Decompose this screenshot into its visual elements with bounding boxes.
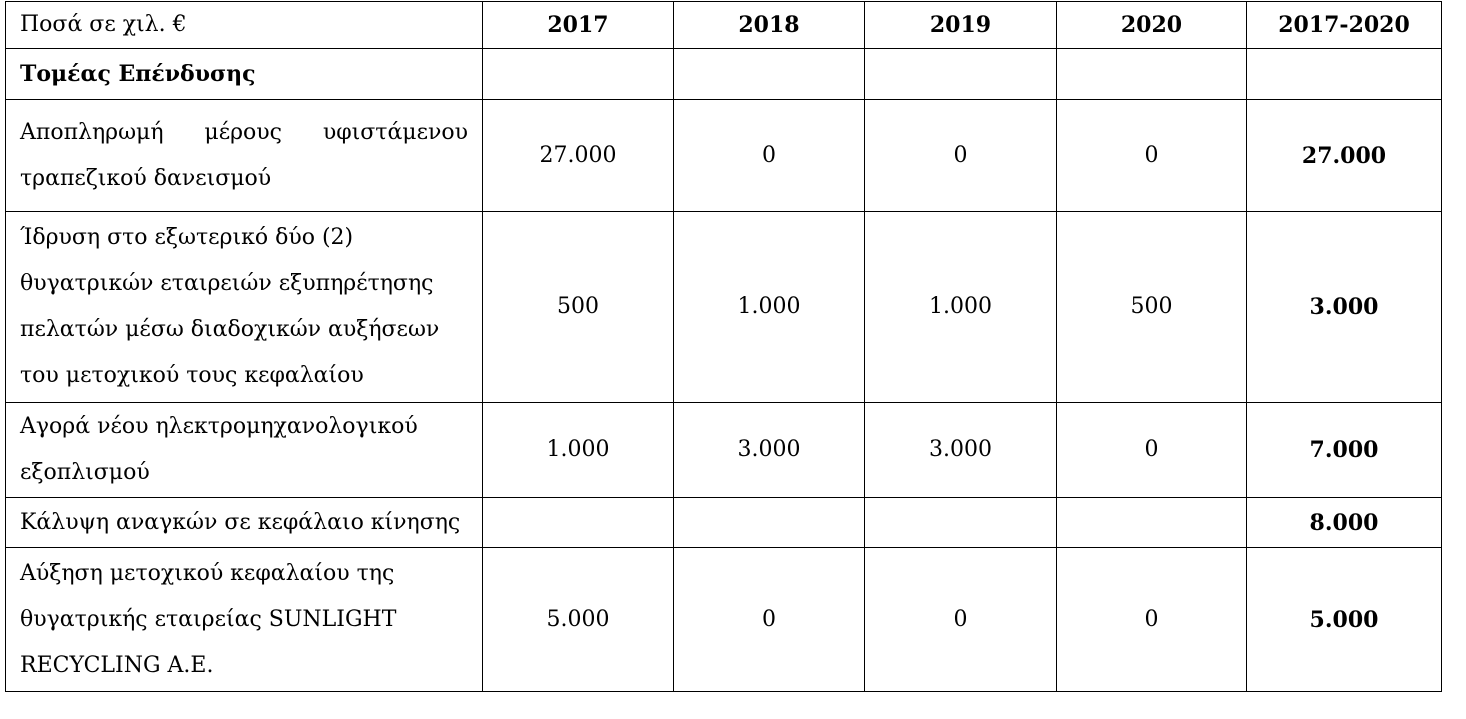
row-value-2020: 0	[1057, 403, 1247, 498]
table-row	[6, 100, 1442, 212]
row-value-2017	[483, 498, 674, 548]
row-value-2018: 1.000	[674, 212, 865, 403]
table-row	[6, 212, 1442, 403]
table-row	[6, 403, 1442, 498]
row-label: Αποπληρωμή μέρους υφιστάμενου τραπεζικού δανεισμού	[6, 100, 483, 212]
sector-row	[6, 49, 1442, 100]
row-value-2018: 0	[674, 548, 865, 692]
header-year-2018: 2018	[674, 2, 865, 49]
empty-cell	[865, 49, 1057, 100]
empty-cell	[1247, 49, 1442, 100]
empty-cell	[483, 49, 674, 100]
row-label: Ίδρυση στο εξωτερικό δύο (2) θυγατρικών εταιρειών εξυπηρέτησης πελατών μέσω διαδοχικών αυξήσεων του μετοχικού τους κεφαλαίου	[6, 212, 483, 403]
empty-cell	[674, 49, 865, 100]
row-value-2018	[674, 498, 865, 548]
empty-cell	[1057, 49, 1247, 100]
row-value-2019: 1.000	[865, 212, 1057, 403]
row-value-2019: 0	[865, 100, 1057, 212]
row-total: 8.000	[1247, 498, 1442, 548]
investment-table	[5, 1, 1442, 692]
row-value-2017: 5.000	[483, 548, 674, 692]
row-value-2018: 3.000	[674, 403, 865, 498]
table-row	[6, 548, 1442, 692]
row-value-2018: 0	[674, 100, 865, 212]
row-value-2020: 0	[1057, 100, 1247, 212]
sector-label: Τομέας Επένδυσης	[6, 49, 483, 100]
row-value-2017: 1.000	[483, 403, 674, 498]
header-year-2020: 2020	[1057, 2, 1247, 49]
table-row	[6, 498, 1442, 548]
row-value-2019: 0	[865, 548, 1057, 692]
row-value-2019: 3.000	[865, 403, 1057, 498]
row-total: 5.000	[1247, 548, 1442, 692]
row-value-2019	[865, 498, 1057, 548]
row-value-2020: 500	[1057, 212, 1247, 403]
table-header-row	[6, 2, 1442, 49]
row-total: 3.000	[1247, 212, 1442, 403]
row-value-2017: 500	[483, 212, 674, 403]
row-total: 7.000	[1247, 403, 1442, 498]
row-value-2017: 27.000	[483, 100, 674, 212]
row-total: 27.000	[1247, 100, 1442, 212]
header-year-2019: 2019	[865, 2, 1057, 49]
row-value-2020: 0	[1057, 548, 1247, 692]
header-year-total: 2017-2020	[1247, 2, 1442, 49]
row-label: Αγορά νέου ηλεκτρομηχανολογικού εξοπλισμού	[6, 403, 483, 498]
row-value-2020	[1057, 498, 1247, 548]
header-label: Ποσά σε χιλ. €	[6, 2, 483, 49]
row-label: Κάλυψη αναγκών σε κεφάλαιο κίνησης	[6, 498, 483, 548]
row-label: Αύξηση μετοχικού κεφαλαίου της θυγατρικής εταιρείας SUNLIGHT RECYCLING A.E.	[6, 548, 483, 692]
header-year-2017: 2017	[483, 2, 674, 49]
